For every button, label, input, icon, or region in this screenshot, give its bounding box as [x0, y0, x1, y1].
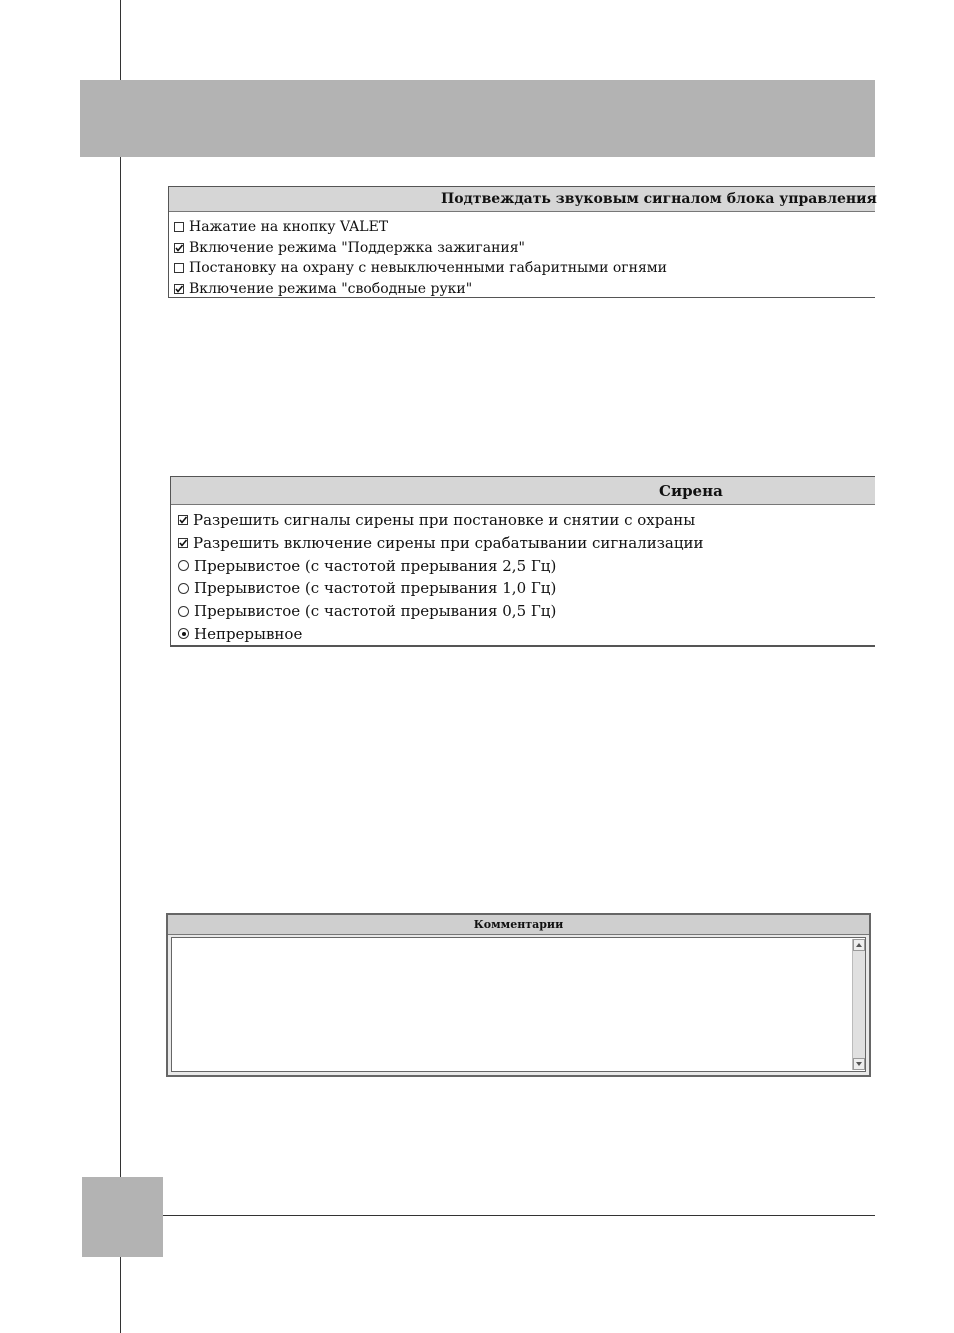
option-label: Нажатие на кнопку VALET — [189, 219, 389, 236]
confirm-sound-panel — [168, 186, 875, 298]
siren-panel-title: Сирена — [171, 477, 875, 505]
siren-mode-continuous[interactable] — [171, 622, 875, 645]
option-label: Постановку на охрану с невыключенными габаритными огнями — [189, 260, 667, 277]
siren-mode-2-5hz[interactable] — [171, 554, 875, 577]
comments-panel — [166, 913, 871, 1077]
header-band — [80, 80, 875, 157]
siren-panel — [170, 476, 875, 647]
option-label: Включение режима "Поддержка зажигания" — [189, 239, 525, 256]
siren-option-alarm-trigger[interactable] — [171, 532, 875, 555]
radio-button[interactable] — [178, 583, 189, 594]
footer-rule — [163, 1215, 875, 1216]
option-label: Прерывистое (с частотой прерывания 0,5 Гц) — [194, 602, 557, 621]
checkmark-icon — [174, 284, 184, 294]
confirm-option-arm-with-lights[interactable] — [169, 258, 875, 279]
siren-option-arm-disarm-signals[interactable] — [171, 509, 875, 532]
confirm-panel-title: Подтвеждать звуковым сигналом блока управления — [169, 187, 875, 212]
confirm-option-hands-free[interactable] — [169, 279, 875, 300]
confirm-option-ignition-support[interactable] — [169, 238, 875, 259]
radio-dot-icon — [182, 632, 186, 636]
option-label: Разрешить включение сирены при срабатывании сигнализации — [193, 534, 704, 553]
option-label: Включение режима "свободные руки" — [189, 280, 473, 297]
siren-mode-1-0hz[interactable] — [171, 577, 875, 600]
checkbox[interactable] — [174, 243, 184, 253]
radio-button[interactable] — [178, 606, 189, 617]
option-label: Непрерывное — [194, 624, 303, 643]
comments-panel-title: Комментарии — [168, 915, 869, 935]
checkbox[interactable] — [178, 538, 188, 548]
checkmark-icon — [178, 538, 188, 548]
page-number-box — [82, 1177, 163, 1257]
checkbox[interactable] — [178, 515, 188, 525]
radio-button[interactable] — [178, 628, 189, 639]
comments-scrollbar[interactable] — [852, 939, 865, 1070]
option-label: Прерывистое (с частотой прерывания 2,5 Гц) — [194, 556, 557, 575]
option-label: Разрешить сигналы сирены при постановке и снятии с охраны — [193, 511, 696, 530]
option-label: Прерывистое (с частотой прерывания 1,0 Гц) — [194, 579, 557, 598]
radio-button[interactable] — [178, 560, 189, 571]
page-margin-line — [120, 0, 121, 1333]
siren-mode-0-5hz[interactable] — [171, 600, 875, 623]
confirm-option-valet[interactable] — [169, 217, 875, 238]
scroll-down-button[interactable] — [853, 1058, 865, 1070]
checkbox[interactable] — [174, 284, 184, 294]
checkmark-icon — [174, 243, 184, 253]
checkmark-icon — [178, 515, 188, 525]
arrow-up-icon — [856, 943, 862, 947]
checkbox[interactable] — [174, 263, 184, 273]
scroll-up-button[interactable] — [853, 939, 865, 951]
arrow-down-icon — [856, 1062, 862, 1066]
checkbox[interactable] — [174, 222, 184, 232]
comments-textarea[interactable] — [171, 937, 866, 1072]
